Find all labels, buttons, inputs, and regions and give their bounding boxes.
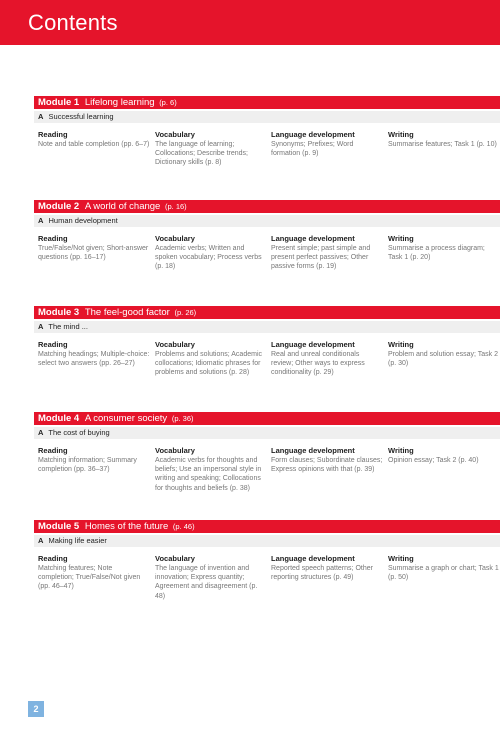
columns — [34, 340, 500, 410]
column-text: Reported speech patterns; Other reporting structures (p. 49) — [271, 565, 373, 582]
column-writing — [388, 130, 500, 149]
module-title: A world of change — [84, 201, 161, 212]
column-language-development — [271, 340, 383, 378]
column-text: Matching features; Note completion; True/False/Not given (pp. 46–47) — [38, 565, 141, 591]
column-reading — [38, 554, 150, 592]
column-text: Summarise features; Task 1 (p. 10) — [388, 141, 497, 148]
column-reading — [38, 130, 150, 149]
section-letter: A — [38, 428, 44, 437]
section-row — [34, 535, 500, 547]
page-title: Contents — [28, 10, 118, 35]
column-text: Academic verbs; Written and spoken vocabulary; Process verbs (p. 18) — [155, 245, 262, 271]
column-text: Academic verbs for thoughts and beliefs; Use an impersonal style in writing and speaking; Collocations for thoughts and beliefs (p. 38) — [155, 457, 262, 492]
module-4 — [34, 412, 500, 516]
column-vocabulary — [155, 554, 267, 601]
column-text: Problem and solution essay; Task 2 (p. 30) — [388, 351, 498, 368]
column-text: Synonyms; Prefixes; Word formation (p. 9) — [271, 141, 354, 158]
module-2 — [34, 200, 500, 304]
section-row — [34, 321, 500, 333]
section-row — [34, 111, 500, 123]
column-heading: Language development — [271, 130, 355, 139]
module-page: (p. 16) — [164, 202, 187, 211]
module-title: Homes of the future — [84, 521, 169, 532]
column-text: Matching information; Summary completion (pp. 36–37) — [38, 457, 137, 474]
page-number: 2 — [28, 701, 44, 717]
column-heading: Writing — [388, 340, 414, 349]
column-writing — [388, 446, 500, 465]
section-title: Making life easier — [48, 536, 107, 545]
column-heading: Reading — [38, 234, 68, 243]
header-band — [0, 0, 500, 45]
section-title: Successful learning — [48, 112, 114, 121]
module-number: Module 3 — [38, 307, 80, 318]
column-reading — [38, 234, 150, 262]
columns — [34, 554, 500, 624]
section-title: The cost of buying — [48, 428, 110, 437]
column-text: Summarise a graph or chart; Task 1 (p. 50) — [388, 565, 499, 582]
column-language-development — [271, 554, 383, 582]
module-header — [34, 96, 500, 109]
module-header — [34, 520, 500, 533]
module-number: Module 1 — [38, 97, 80, 108]
column-writing — [388, 234, 500, 262]
column-heading: Writing — [388, 234, 414, 243]
column-vocabulary — [155, 446, 267, 493]
section-row — [34, 427, 500, 439]
column-heading: Reading — [38, 446, 68, 455]
section-letter: A — [38, 112, 44, 121]
module-1 — [34, 96, 500, 200]
column-heading: Reading — [38, 554, 68, 563]
module-page: (p. 26) — [174, 308, 197, 317]
column-heading: Writing — [388, 130, 414, 139]
module-number: Module 2 — [38, 201, 80, 212]
column-text: Note and table completion (pp. 6–7) — [38, 141, 150, 148]
module-5 — [34, 520, 500, 624]
column-heading: Language development — [271, 234, 355, 243]
column-heading: Language development — [271, 340, 355, 349]
column-text: The language of learning; Collocations; Describe trends; Dictionary skills (p. 8) — [155, 141, 248, 167]
column-text: Summarise a process diagram; Task 1 (p. 20) — [388, 245, 485, 262]
column-vocabulary — [155, 234, 267, 272]
section-letter: A — [38, 536, 44, 545]
section-letter: A — [38, 216, 44, 225]
columns — [34, 130, 500, 200]
column-text: Form clauses; Subordinate clauses; Express opinions with that (p. 39) — [271, 457, 383, 474]
column-heading: Language development — [271, 554, 355, 563]
column-language-development — [271, 446, 383, 474]
column-heading: Vocabulary — [155, 554, 195, 563]
column-writing — [388, 554, 500, 582]
section-title: The mind ... — [48, 322, 88, 331]
section-row — [34, 215, 500, 227]
module-page: (p. 46) — [172, 522, 195, 531]
section-title: Human development — [48, 216, 118, 225]
column-heading: Reading — [38, 340, 68, 349]
column-text: Real and unreal conditionals review; Other ways to express conditionality (p. 29) — [271, 351, 365, 377]
column-reading — [38, 446, 150, 474]
column-text: Opinion essay; Task 2 (p. 40) — [388, 457, 479, 464]
column-heading: Vocabulary — [155, 130, 195, 139]
module-header — [34, 306, 500, 319]
column-heading: Vocabulary — [155, 234, 195, 243]
column-heading: Reading — [38, 130, 68, 139]
module-title: Lifelong learning — [84, 97, 155, 108]
column-reading — [38, 340, 150, 368]
module-title: The feel-good factor — [84, 307, 170, 318]
column-heading: Vocabulary — [155, 340, 195, 349]
column-text: Matching headings; Multiple-choice: select two answers (pp. 26–27) — [38, 351, 150, 368]
columns — [34, 446, 500, 516]
module-page: (p. 36) — [171, 414, 194, 423]
column-text: Problems and solutions; Academic collocations; Idiomatic phrases for problems and solutions (p. 28) — [155, 351, 262, 377]
column-text: True/False/Not given; Short-answer questions (pp. 16–17) — [38, 245, 149, 262]
column-heading: Writing — [388, 446, 414, 455]
column-heading: Vocabulary — [155, 446, 195, 455]
column-heading: Writing — [388, 554, 414, 563]
module-number: Module 4 — [38, 413, 80, 424]
column-vocabulary — [155, 130, 267, 168]
column-text: Present simple; past simple and present perfect passives; Other passive forms (p. 19) — [271, 245, 371, 271]
module-header — [34, 412, 500, 425]
column-language-development — [271, 130, 383, 158]
module-3 — [34, 306, 500, 410]
column-writing — [388, 340, 500, 368]
section-letter: A — [38, 322, 44, 331]
module-number: Module 5 — [38, 521, 80, 532]
module-page: (p. 6) — [159, 98, 177, 107]
module-header — [34, 200, 500, 213]
column-text: The language of invention and innovation; Express quantity; Agreement and disagreement (p. 48) — [155, 565, 258, 600]
column-language-development — [271, 234, 383, 272]
module-title: A consumer society — [84, 413, 168, 424]
column-heading: Language development — [271, 446, 355, 455]
column-vocabulary — [155, 340, 267, 378]
columns — [34, 234, 500, 304]
